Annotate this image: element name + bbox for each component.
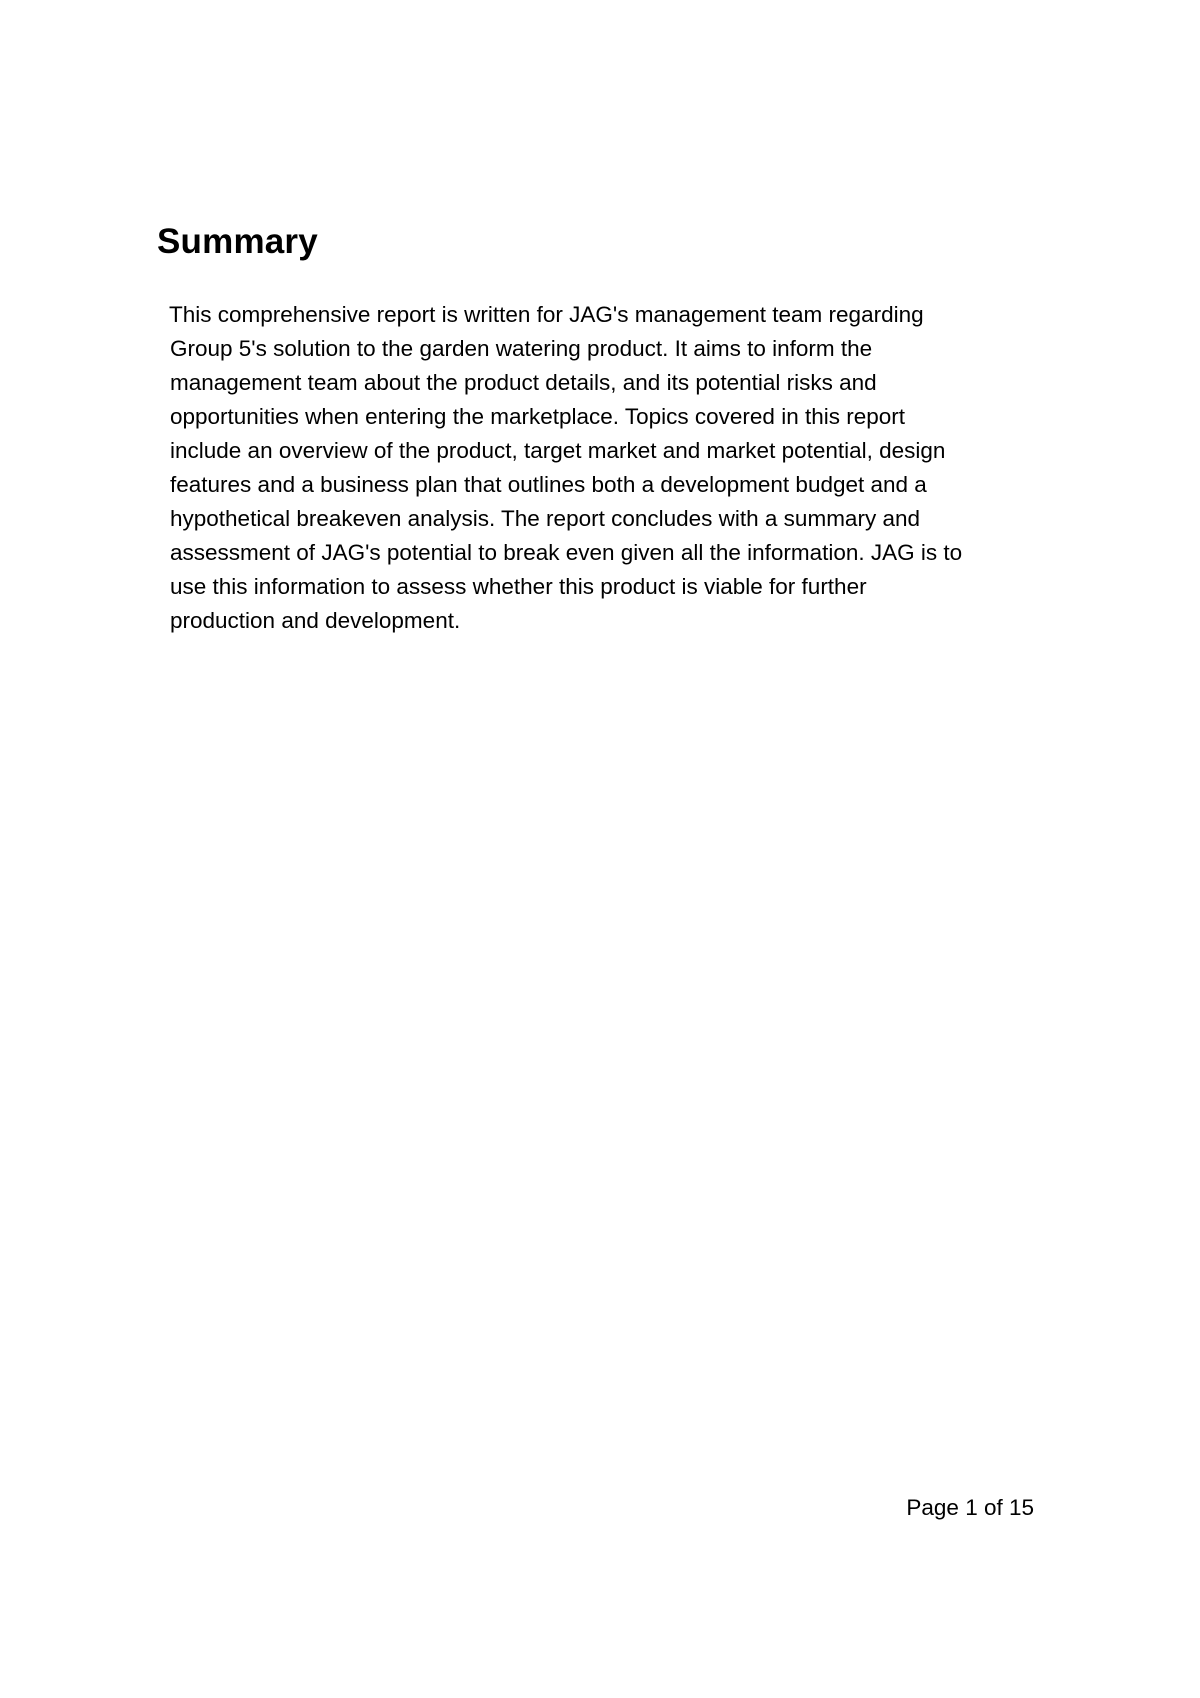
page-title: Summary: [157, 222, 318, 261]
paragraph-line: production and development.: [170, 608, 461, 633]
paragraph-line: This comprehensive report is written for JAG's management team regarding: [169, 302, 924, 327]
paragraph-line: Group 5's solution to the garden watering product. It aims to inform the: [170, 336, 873, 361]
page-number: Page 1 of 15: [906, 1495, 1034, 1520]
paragraph-line: use this information to assess whether this product is viable for further: [170, 574, 867, 599]
paragraph-line: include an overview of the product, target market and market potential, design: [170, 438, 946, 463]
paragraph-line: hypothetical breakeven analysis. The report concludes with a summary and: [170, 506, 920, 531]
paragraph-line: opportunities when entering the marketplace. Topics covered in this report: [170, 404, 905, 429]
paragraph-line: management team about the product details, and its potential risks and: [170, 370, 877, 395]
paragraph-line: assessment of JAG's potential to break even given all the information. JAG is to: [170, 540, 963, 565]
summary-paragraph: [170, 298, 1050, 638]
paragraph-line: features and a business plan that outlines both a development budget and a: [170, 472, 927, 497]
